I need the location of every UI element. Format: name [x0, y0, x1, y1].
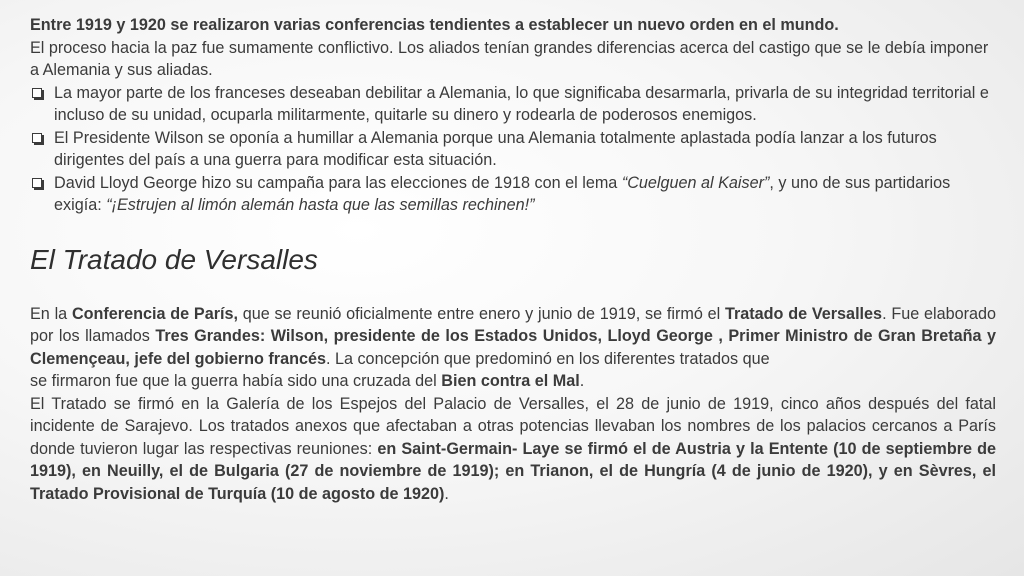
text-run: . — [579, 372, 585, 390]
slide-content — [30, 14, 996, 505]
text-run: . Fue elaborado por los llamados — [30, 304, 997, 345]
bold-run: Bien contra el Mal — [441, 372, 580, 390]
bullet-item — [30, 127, 996, 172]
bullet-text: El Presidente Wilson se oponía a humillar a Alemania porque una Alemania totalmente aplastada podía lanzar a los futuros dirigentes del país a una guerra para modificar esta situación. — [54, 128, 937, 169]
bullet-item — [30, 172, 996, 217]
bold-run: en Saint-Germain- Laye se firmó el de Austria y la Entente (10 de septiembre de 1919), en Neuilly, el de Bulgaria (27 de noviembre de 1919); en Trianon, el de Hungría (4 de junio de 1920), y en Sèvres, el Tratado Provisional de Turquía (10 de agosto de 1920) — [30, 439, 996, 503]
bullet-text: , y uno de sus partidarios exigía: — [54, 173, 951, 214]
text-run: El Tratado se firmó en la Galería de los Espejos del Palacio de Versalles, el 28 de junio de 1919, cinco años después del fatal incidente de Sarajevo. Los tratados anexos que afectaban a otras potencias llevaban los nombres de los palacios cercanos a París donde tuvieron lugar las respectivas reuniones: — [30, 394, 996, 458]
section-title: El Tratado de Versalles — [30, 243, 318, 275]
checkbox-bullet-icon — [32, 133, 42, 143]
slogan-quote: “Cuelguen al Kaiser” — [621, 173, 770, 192]
text-run: que se reunió oficialmente entre enero y junio de 1919, se firmó el — [238, 304, 725, 323]
bold-run: Tres Grandes: Wilson, presidente de los Estados Unidos, Lloyd George , Primer Ministro de Gran Bretaña y Clemençeau, jefe del gobierno francés — [30, 327, 996, 368]
text-run: se firmaron fue que la guerra había sido una cruzada del — [30, 372, 442, 390]
bullet-text: David Lloyd George hizo su campaña para las elecciones de 1918 con el lema — [54, 173, 622, 192]
versalles-paragraph-1 — [30, 303, 996, 393]
checkbox-bullet-icon — [32, 88, 42, 98]
bold-run: Tratado de Versalles — [724, 304, 883, 323]
intro-heading: Entre 1919 y 1920 se realizaron varias conferencias tendientes a establecer un nuevo orden en el mundo. — [30, 16, 839, 34]
text-run: . — [444, 484, 449, 503]
text-run: En la — [30, 304, 72, 323]
supporter-quote: “¡Estrujen al limón alemán hasta que las semillas rechinen!” — [106, 196, 535, 214]
intro-paragraph: El proceso hacia la paz fue sumamente conflictivo. Los aliados tenían grandes diferencias acerca del castigo que se le debía imponer a Alemania y sus aliadas. — [30, 38, 989, 79]
bold-run: Conferencia de París, — [71, 304, 239, 323]
text-run: . La concepción que predominó en los diferentes tratados que — [325, 349, 770, 368]
checkbox-bullet-icon — [32, 178, 42, 188]
versalles-paragraph-2 — [30, 393, 996, 506]
bullet-item — [30, 82, 996, 127]
bullet-text: La mayor parte de los franceses deseaban debilitar a Alemania, lo que significaba desarmarla, privarla de su integridad territorial e incluso de su unidad, ocuparla militarmente, quitarle su dinero y rodearla de poderosos enemigos. — [54, 83, 989, 124]
bullet-list — [30, 82, 996, 217]
